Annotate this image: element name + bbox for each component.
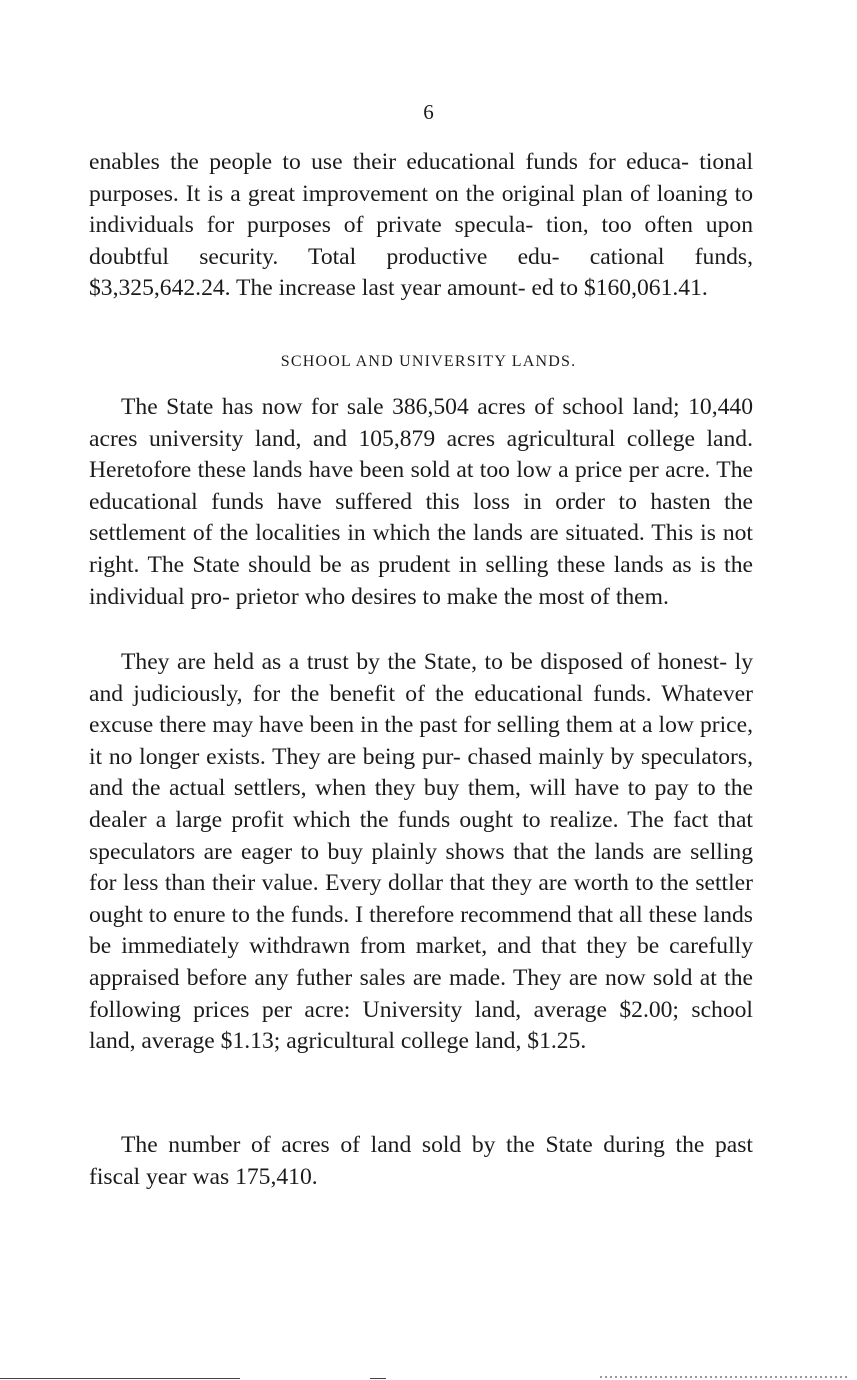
bottom-rule-mid (370, 1378, 386, 1379)
section-heading: SCHOOL AND UNIVERSITY LANDS. (280, 353, 577, 370)
paragraph-lands-for-sale: The State has now for sale 386,504 acres of school land; 10,440 acres university land, and 105,879 acres agricultural college land. Heretofore these lands have been sold at too low a price per acre. The educational funds have suffered this loss in order to hasten the settlement of the localities in which the lands are situated. This is not right. The State should be as prudent in selling these lands as is the individual pro- prietor who desires to make the most of them. (89, 394, 753, 610)
paragraph-funds: enables the people to use their educational funds for educa- tional purposes. It is a great improvement on the original plan of loaning to individuals for purposes of private specula- tion, too often upon doubtful security. Total productive edu- cational funds, $3,325,642.24. The increase last year amount- ed to $160,061.41. (89, 149, 753, 302)
page-number: 6 (423, 100, 434, 124)
paragraph-trust: They are held as a trust by the State, to be disposed of honest- ly and judiciously, for the benefit of the educational funds. Whatever excuse there may have been in the past for selling them at a low price, it no longer exists. They are being pur- chased mainly by speculators, and the actual settlers, when they buy them, will have to pay to the dealer a large profit which the funds ought to realize. The fact that speculators are eager to buy plainly shows that the lands are selling for less than their value. Every dollar that they are worth to the settler ought to enure to the funds. I therefore recommend that all these lands be immediately withdrawn from market, and that they be carefully appraised before any futher sales are made. They are now sold at the following prices per acre: University land, average $2.00; school land, average $1.13; agricultural college land, $1.25. (89, 649, 753, 1055)
paragraph-acres-sold: The number of acres of land sold by the State during the past fiscal year was 175,410. (89, 1132, 753, 1190)
bottom-rule-right (600, 1376, 850, 1378)
bottom-rule-left (0, 1378, 240, 1379)
